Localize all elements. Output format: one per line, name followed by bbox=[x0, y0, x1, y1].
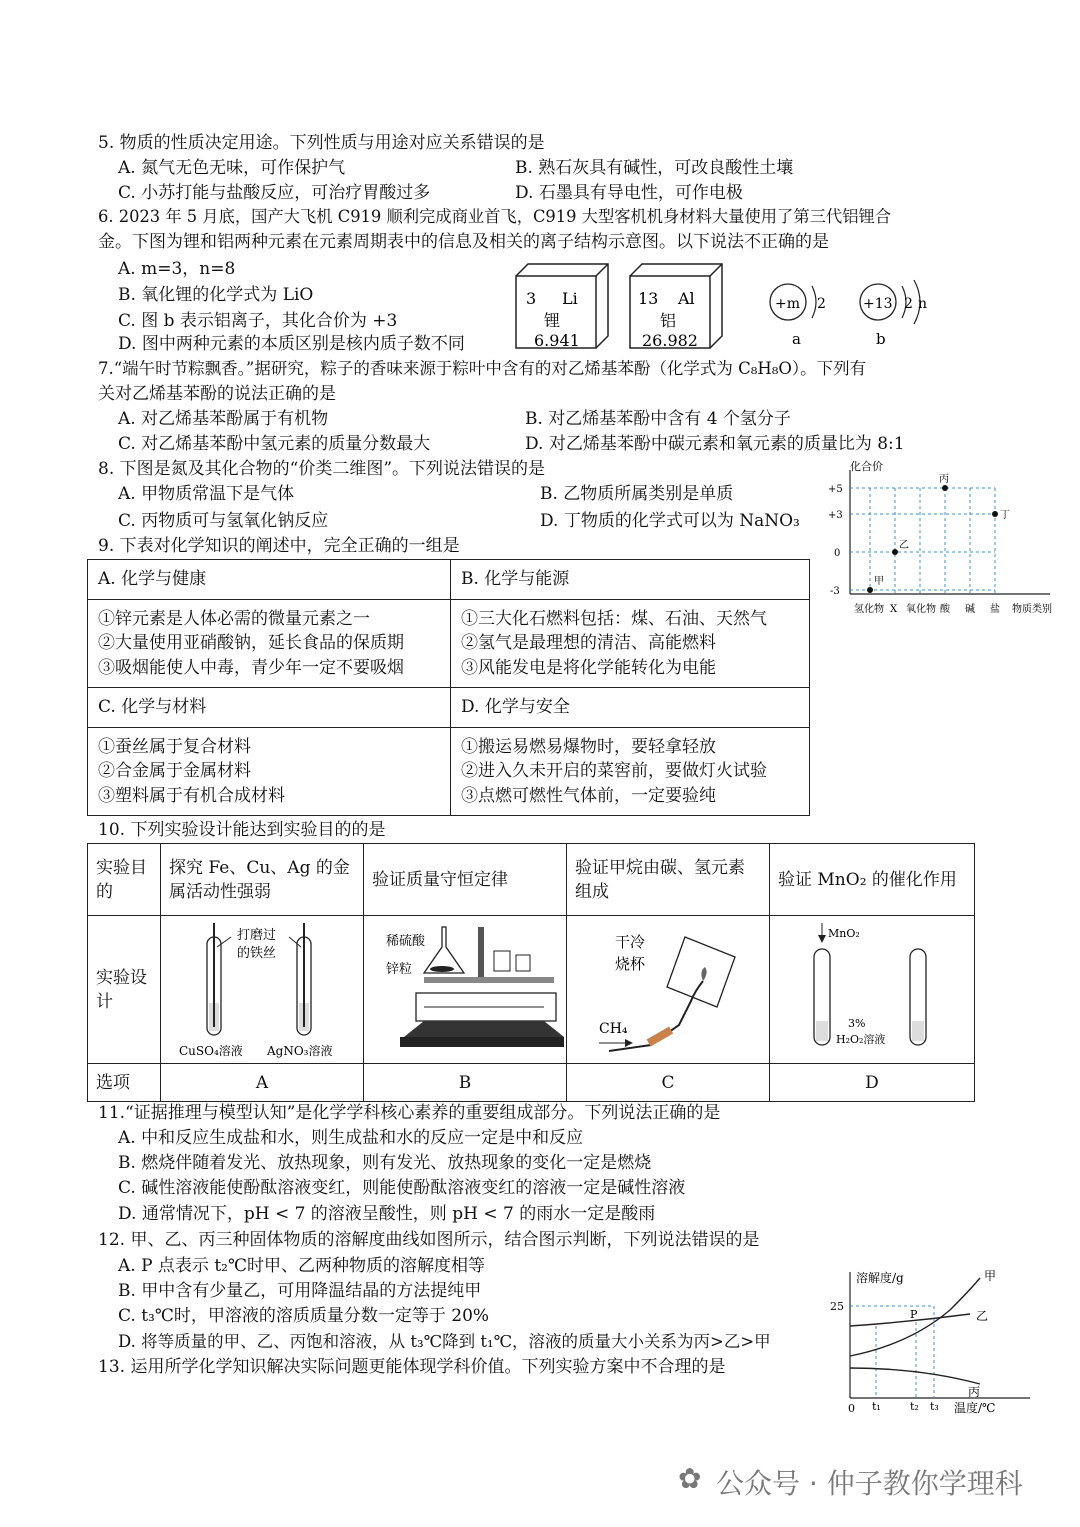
svg-text:+3: +3 bbox=[828, 510, 843, 521]
q9-a-body: ①锌元素是人体必需的微量元素之一 ②大量使用亚硝酸钠，延长食品的保质期 ③吸烟能使人中毒，青少年一定不要吸烟 bbox=[88, 600, 451, 688]
svg-text:丙: 丙 bbox=[968, 1385, 981, 1399]
svg-text:酸: 酸 bbox=[940, 604, 950, 615]
q7-option-a: A. 对乙烯基苯酚属于有机物 bbox=[118, 409, 329, 429]
q5-option-b: B. 熟石灰具有碱性，可改良酸性土壤 bbox=[515, 158, 794, 178]
svg-text:t₂: t₂ bbox=[910, 1400, 919, 1413]
watermark-text: 公众号 · 仲子教你学理科 bbox=[716, 1467, 1023, 1500]
q10-design-b bbox=[364, 916, 567, 1064]
svg-text:烧杯: 烧杯 bbox=[615, 954, 646, 973]
q10-option-d: D bbox=[770, 1064, 975, 1102]
q6-option-b: B. 氧化锂的化学式为 LiO bbox=[118, 285, 314, 305]
li-number: 3 bbox=[526, 289, 537, 308]
q11-option-a: A. 中和反应生成盐和水，则生成盐和水的反应一定是中和反应 bbox=[118, 1128, 584, 1148]
svg-text:+5: +5 bbox=[828, 484, 843, 495]
q10-purpose-d: 验证 MnO₂ 的催化作用 bbox=[770, 844, 975, 916]
q10-purpose-a: 探究 Fe、Cu、Ag 的金属活动性强弱 bbox=[161, 844, 364, 916]
svg-text:CuSO₄溶液: CuSO₄溶液 bbox=[179, 1043, 243, 1058]
svg-text:丁: 丁 bbox=[1000, 510, 1010, 521]
svg-text:X: X bbox=[890, 604, 898, 615]
svg-text:锌粒: 锌粒 bbox=[386, 961, 413, 977]
svg-text:甲: 甲 bbox=[984, 1269, 997, 1283]
point-jia bbox=[867, 587, 873, 593]
svg-text:n: n bbox=[918, 296, 928, 312]
q8-valence-chart bbox=[820, 458, 1060, 618]
svg-text:25: 25 bbox=[830, 1300, 844, 1313]
svg-text:H₂O₂溶液: H₂O₂溶液 bbox=[836, 1032, 886, 1046]
svg-text:2: 2 bbox=[904, 296, 913, 312]
q9-d-body: ①搬运易燃易爆物时，要轻拿轻放 ②进入久未开启的菜窖前，要做灯火试验 ③点燃可燃性气体前，一定要验纯 bbox=[451, 728, 810, 816]
watermark-wechat-icon: ✿ bbox=[678, 1462, 702, 1495]
q10-option-c: C bbox=[567, 1064, 770, 1102]
q6-stem-line2: 金。下图为锂和铝两种元素在元素周期表中的信息及相关的离子结构示意图。以下说法不正确的是 bbox=[98, 232, 829, 252]
q10-table bbox=[87, 843, 975, 1102]
q6-periodic-figure bbox=[510, 258, 940, 358]
svg-text:+m: +m bbox=[775, 296, 801, 312]
q8-option-b: B. 乙物质所属类别是单质 bbox=[540, 484, 734, 504]
ion-structure-a bbox=[770, 284, 826, 348]
svg-text:2: 2 bbox=[817, 296, 826, 312]
q10-option-b: B bbox=[364, 1064, 567, 1102]
q10-option-a: A bbox=[161, 1064, 364, 1102]
q10-header-design: 实验设计 bbox=[88, 916, 161, 1064]
q8-option-a: A. 甲物质常温下是气体 bbox=[118, 484, 295, 504]
q11-option-d: D. 通常情况下，pH < 7 的溶液呈酸性，则 pH < 7 的雨水一定是酸雨 bbox=[118, 1204, 656, 1224]
q9-table bbox=[87, 559, 810, 816]
svg-text:稀硫酸: 稀硫酸 bbox=[386, 933, 426, 949]
al-mass: 26.982 bbox=[642, 331, 698, 350]
q12-option-a: A. P 点表示 t₂℃时甲、乙两种物质的溶解度相等 bbox=[118, 1256, 485, 1276]
li-symbol: Li bbox=[562, 289, 578, 308]
q5-stem: 5. 物质的性质决定用途。下列性质与用途对应关系错误的是 bbox=[98, 133, 545, 153]
q12-ylabel: 溶解度/g bbox=[856, 1271, 904, 1285]
q9-a-title: A. 化学与健康 bbox=[88, 560, 451, 600]
q11-option-b: B. 燃烧伴随着发光、放热现象，则有发光、放热现象的变化一定是燃烧 bbox=[118, 1153, 652, 1173]
q7-stem-line1: 7.“端午时节粽飘香。”据研究，粽子的香味来源于粽叶中含有的对乙烯基苯酚（化学式为 C₈H₈O）。下列有 bbox=[98, 359, 867, 378]
svg-text:3%: 3% bbox=[848, 1016, 866, 1030]
q6-option-d: D. 图中两种元素的本质区别是核内质子数不同 bbox=[118, 334, 465, 354]
al-symbol: Al bbox=[678, 289, 695, 308]
svg-text:氢化物: 氢化物 bbox=[854, 604, 884, 615]
svg-text:P: P bbox=[910, 1308, 918, 1321]
svg-text:氧化物: 氧化物 bbox=[906, 604, 936, 615]
q12-option-d: D. 将等质量的甲、乙、丙饱和溶液，从 t₃℃降到 t₁℃，溶液的质量大小关系为丙>乙>甲 bbox=[118, 1332, 771, 1351]
aluminium-element-cell bbox=[630, 264, 722, 350]
q12-option-c: C. t₃℃时，甲溶液的溶质质量分数一定等于 20% bbox=[118, 1306, 490, 1326]
q10-header-option: 选项 bbox=[88, 1064, 161, 1102]
ion-structure-b bbox=[860, 280, 927, 348]
q9-c-body: ①蚕丝属于复合材料 ②合金属于金属材料 ③塑料属于有机合成材料 bbox=[88, 728, 451, 816]
svg-text:的铁丝: 的铁丝 bbox=[237, 945, 277, 961]
q9-b-title: B. 化学与能源 bbox=[451, 560, 810, 600]
q5-option-c: C. 小苏打能与盐酸反应，可治疗胃酸过多 bbox=[118, 183, 431, 203]
q7-option-c: C. 对乙烯基苯酚中氢元素的质量分数最大 bbox=[118, 434, 431, 454]
q9-c-title: C. 化学与材料 bbox=[88, 688, 451, 728]
q8-option-d: D. 丁物质的化学式可以为 NaNO₃ bbox=[540, 511, 800, 531]
svg-text:盐: 盐 bbox=[990, 604, 1000, 615]
svg-text:丙: 丙 bbox=[939, 474, 949, 485]
q10-stem: 10. 下列实验设计能达到实验目的的是 bbox=[98, 820, 386, 840]
svg-text:乙: 乙 bbox=[976, 1309, 989, 1323]
point-bing bbox=[942, 485, 948, 491]
svg-text:+13: +13 bbox=[863, 296, 893, 312]
svg-text:0: 0 bbox=[848, 1402, 855, 1414]
q7-option-b: B. 对乙烯基苯酚中含有 4 个氢分子 bbox=[525, 409, 791, 429]
label-a: a bbox=[792, 330, 801, 348]
q11-option-c: C. 碱性溶液能使酚酞溶液变红，则能使酚酞溶液变红的溶液一定是碱性溶液 bbox=[118, 1178, 686, 1198]
svg-text:物质类别: 物质类别 bbox=[1012, 604, 1052, 615]
svg-text:CH₄: CH₄ bbox=[599, 1020, 628, 1037]
q8-ylabel: 化合价 bbox=[850, 460, 883, 473]
svg-text:-3: -3 bbox=[830, 586, 840, 597]
q10-design-c bbox=[567, 916, 770, 1064]
svg-text:打磨过: 打磨过 bbox=[237, 927, 277, 943]
svg-text:干冷: 干冷 bbox=[615, 932, 646, 951]
q12-stem: 12. 甲、乙、丙三种固体物质的溶解度曲线如图所示，结合图示判断，下列说法错误的是 bbox=[98, 1230, 760, 1250]
point-ding bbox=[992, 511, 998, 517]
lithium-element-cell bbox=[516, 264, 608, 350]
li-mass: 6.941 bbox=[534, 331, 580, 350]
svg-text:MnO₂: MnO₂ bbox=[828, 926, 860, 940]
curve-bing bbox=[850, 1368, 980, 1384]
label-b: b bbox=[876, 330, 886, 348]
q12-solubility-chart bbox=[830, 1264, 1040, 1414]
q13-stem: 13. 运用所学化学知识解决实际问题更能体现学科价值。下列实验方案中不合理的是 bbox=[98, 1357, 726, 1377]
q7-stem-line2: 关对乙烯基苯酚的说法正确的是 bbox=[98, 384, 336, 404]
q11-stem: 11.“证据推理与模型认知”是化学学科核心素养的重要组成部分。下列说法正确的是 bbox=[98, 1103, 721, 1123]
li-name: 锂 bbox=[544, 311, 561, 330]
q7-option-d: D. 对乙烯基苯酚中碳元素和氧元素的质量比为 8:1 bbox=[525, 434, 905, 454]
q5-option-a: A. 氮气无色无味，可作保护气 bbox=[118, 158, 346, 178]
q6-option-a: A. m=3，n=8 bbox=[118, 259, 236, 279]
q12-xlabel: 温度/℃ bbox=[954, 1401, 996, 1414]
q10-design-a bbox=[161, 916, 364, 1064]
q10-header-purpose: 实验目的 bbox=[88, 844, 161, 916]
al-name: 铝 bbox=[660, 311, 677, 330]
svg-text:AgNO₃溶液: AgNO₃溶液 bbox=[267, 1043, 333, 1058]
q12-option-b: B. 甲中含有少量乙，可用降温结晶的方法提纯甲 bbox=[118, 1281, 482, 1301]
q6-option-c: C. 图 b 表示铝离子，其化合价为 +3 bbox=[118, 311, 398, 331]
q8-stem: 8. 下图是氮及其化合物的“价类二维图”。下列说法错误的是 bbox=[98, 459, 546, 479]
q8-option-c: C. 丙物质可与氢氧化钠反应 bbox=[118, 511, 329, 531]
q6-stem-line1: 6. 2023 年 5 月底，国产大飞机 C919 顺利完成商业首飞，C919 大型客机机身材料大量使用了第三代铝锂合 bbox=[98, 207, 892, 226]
q9-d-title: D. 化学与安全 bbox=[451, 688, 810, 728]
svg-text:0: 0 bbox=[834, 548, 841, 559]
q10-purpose-c: 验证甲烷由碳、氢元素组成 bbox=[567, 844, 770, 916]
svg-text:碱: 碱 bbox=[965, 604, 975, 615]
svg-text:t₃: t₃ bbox=[930, 1400, 939, 1413]
q10-design-d bbox=[770, 916, 975, 1064]
q5-option-d: D. 石墨具有导电性，可作电极 bbox=[515, 183, 743, 203]
al-number: 13 bbox=[638, 289, 659, 308]
point-yi bbox=[892, 549, 898, 555]
svg-text:乙: 乙 bbox=[899, 540, 909, 551]
svg-text:甲: 甲 bbox=[874, 576, 884, 587]
q10-purpose-b: 验证质量守恒定律 bbox=[364, 844, 567, 916]
q9-stem: 9. 下表对化学知识的阐述中，完全正确的一组是 bbox=[98, 536, 460, 556]
q9-b-body: ①三大化石燃料包括：煤、石油、天然气 ②氢气是最理想的清洁、高能燃料 ③风能发电是将化学能转化为电能 bbox=[451, 600, 810, 688]
svg-text:t₁: t₁ bbox=[872, 1400, 881, 1413]
